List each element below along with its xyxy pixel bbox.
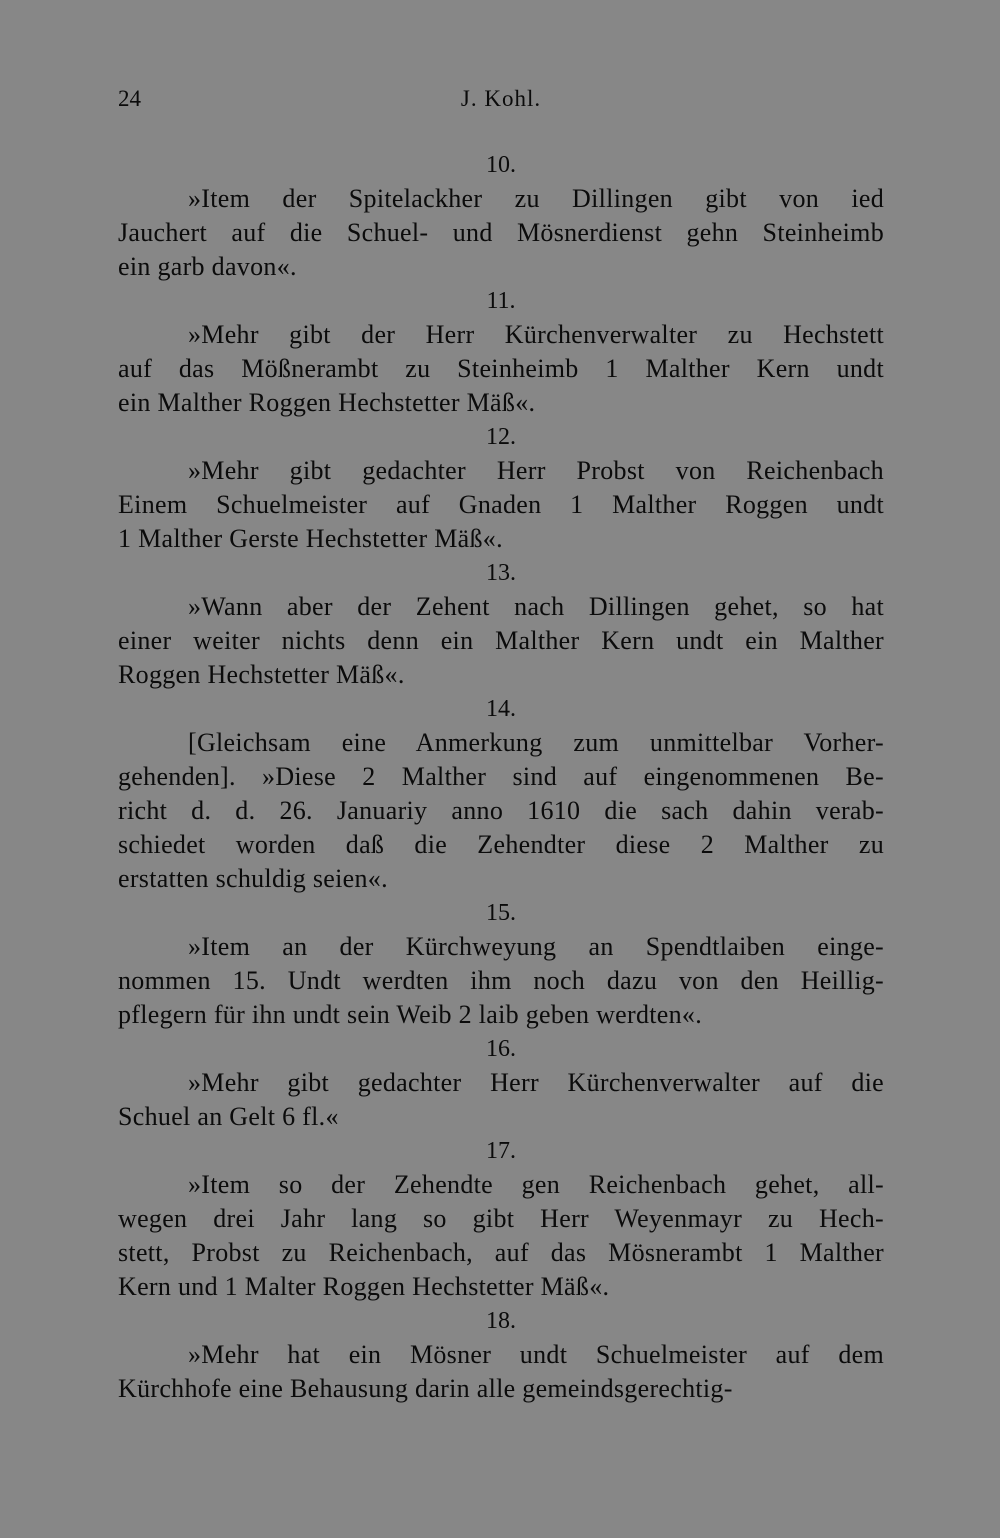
section-number: 16. [486,1036,516,1062]
section-15 [118,896,884,1032]
text-line: Kürchhofe eine Behausung darin alle gemeindsgerechtig- [118,1374,733,1403]
text-line: nommen 15. Undt werdten ihm noch dazu von den Heillig- [118,966,884,995]
section-number: 12. [486,424,516,450]
text-line: [Gleichsam eine Anmerkung zum unmittelbar Vorher- [188,728,884,757]
section-11 [118,284,884,420]
text-line: »Item so der Zehendte gen Reichenbach gehet, all- [188,1170,884,1199]
text-line: einer weiter nichts denn ein Malther Kern undt ein Malther [118,626,884,655]
text-line: »Wann aber der Zehent nach Dillingen gehet, so hat [188,592,884,621]
section-10 [118,148,884,284]
text-line: »Mehr gibt gedachter Herr Kürchenverwalter auf die [188,1068,884,1097]
text-line: »Mehr hat ein Mösner undt Schuelmeister auf dem [188,1340,884,1369]
text-line: wegen drei Jahr lang so gibt Herr Weyenmayr zu Hech- [118,1204,884,1233]
section-13 [118,556,884,692]
section-number: 11. [486,288,516,314]
section-number: 13. [486,560,516,586]
section-number: 10. [486,152,516,178]
text-line: Kern und 1 Malter Roggen Hechstetter Mäß«. [118,1272,610,1301]
body-text [118,148,884,1406]
text-line: erstatten schuldig seien«. [118,864,388,893]
text-line: auf das Mößnerambt zu Steinheimb 1 Malther Kern undt [118,354,884,383]
text-line: »Item der Spitelackher zu Dillingen gibt von ied [188,184,884,213]
text-line: Einem Schuelmeister auf Gnaden 1 Malther Roggen undt [118,490,884,519]
running-head: J. Kohl. [460,86,542,111]
text-line: pflegern für ihn undt sein Weib 2 laib geben werdten«. [118,1000,703,1029]
section-16 [118,1032,884,1134]
text-line: gehenden]. »Diese 2 Malther sind auf eingenommenen Be- [118,762,884,791]
text-line: ein garb davon«. [118,252,297,281]
section-12 [118,420,884,556]
section-18 [118,1304,884,1406]
section-number: 14. [486,696,516,722]
text-line: schiedet worden daß die Zehendter diese 2 Malther zu [118,830,884,859]
text-line: »Item an der Kürchweyung an Spendtlaiben einge- [188,932,884,961]
text-line: Schuel an Gelt 6 fl.« [118,1102,339,1131]
text-line: »Mehr gibt gedachter Herr Probst von Reichenbach [188,456,884,485]
section-number: 18. [486,1308,516,1334]
page-number: 24 [118,86,141,111]
text-line: 1 Malther Gerste Hechstetter Mäß«. [118,524,503,553]
text-line: Roggen Hechstetter Mäß«. [118,660,405,689]
text-line: stett, Probst zu Reichenbach, auf das Mösnerambt 1 Malther [118,1238,884,1267]
page-header [118,86,884,116]
text-line: Jauchert auf die Schuel- und Mösnerdienst gehn Steinheimb [118,218,884,247]
section-14 [118,692,884,896]
section-17 [118,1134,884,1304]
section-number: 15. [486,900,516,926]
text-line: richt d. d. 26. Januariy anno 1610 die sach dahin verab- [118,796,884,825]
text-line: ein Malther Roggen Hechstetter Mäß«. [118,388,536,417]
section-number: 17. [486,1138,516,1164]
text-line: »Mehr gibt der Herr Kürchenverwalter zu Hechstett [188,320,884,349]
